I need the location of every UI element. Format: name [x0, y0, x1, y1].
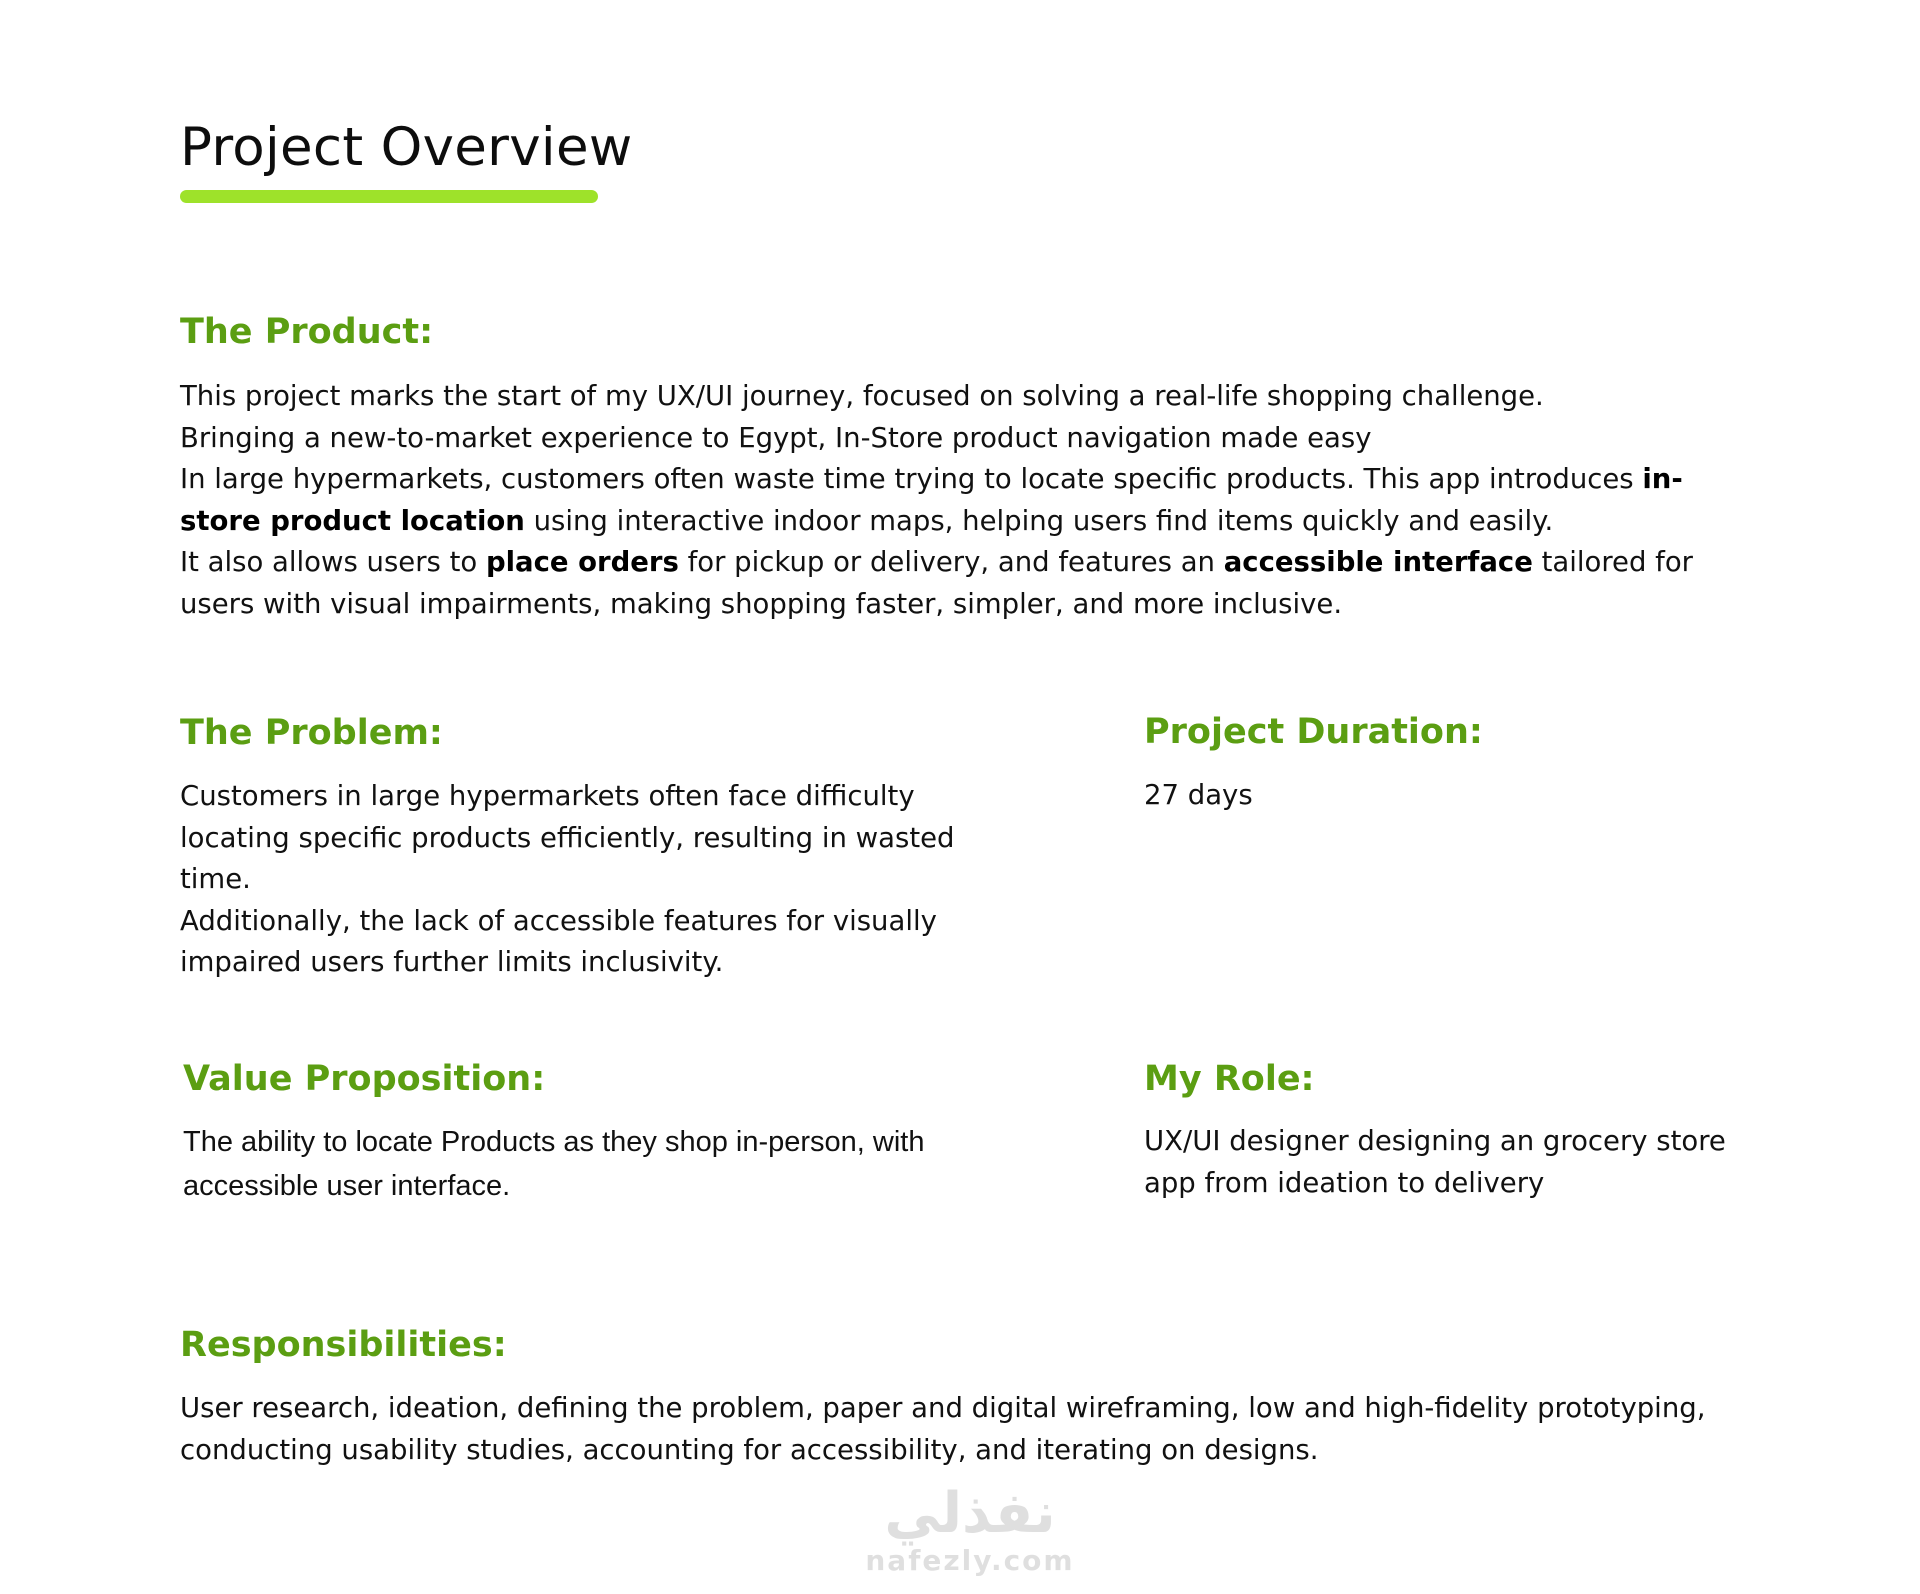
duration-heading: Project Duration:: [1144, 712, 1483, 752]
product-line-3-bold: in-store product location: [180, 463, 1683, 537]
page-title: Project Overview: [180, 117, 633, 178]
product-line-1: This project marks the start of my UX/UI journey, focused on solving a real-life shopping challenge.: [180, 380, 1544, 412]
problem-line-2: Additionally, the lack of accessible features for visually impaired users further limits inclusivity.: [180, 904, 937, 979]
title-underline: [180, 190, 598, 203]
product-line-4-bold-2: accessible interface: [1223, 546, 1533, 579]
watermark-logo: [860, 1481, 1080, 1594]
product-line-2: Bringing a new-to-market experience to Egypt, In-Store product navigation made easy: [180, 421, 1372, 454]
value-proposition-heading: Value Proposition:: [183, 1059, 546, 1099]
value-proposition-text: The ability to locate Products as they shop in-person, with accessible user interface.: [183, 1126, 925, 1202]
problem-line-1: Customers in large hypermarkets often face difficulty locating specific products efficiently, resulting in wasted time.: [180, 780, 955, 896]
product-line-4: [180, 542, 1750, 625]
watermark-arabic: نفذلي: [884, 1481, 1056, 1546]
duration-value: 27 days: [1144, 779, 1253, 811]
product-line-3: [180, 459, 1750, 542]
problem-heading: The Problem:: [180, 713, 443, 753]
product-line-3-text: In large hypermarkets, customers often waste time trying to locate specific products. This app introduces: [180, 463, 1643, 496]
product-body: [180, 376, 1750, 626]
responsibilities-heading: Responsibilities:: [180, 1325, 507, 1365]
watermark-domain: nafezly.com: [865, 1544, 1075, 1577]
product-line-3-rest: using interactive indoor maps, helping users find items quickly and easily.: [524, 504, 1554, 537]
product-line-4-text-b: for pickup or delivery, and features an: [678, 546, 1224, 579]
product-line-4-text-c: tailored for users with visual impairments, making shopping faster, simpler, and more inclusive.: [180, 546, 1693, 620]
responsibilities-text: User research, ideation, defining the problem, paper and digital wireframing, low and high-fidelity prototyping, conducting usability studies, accounting for accessibility, and iterating on designs.: [180, 1392, 1706, 1466]
product-line-4-text-a: It also allows users to: [180, 546, 486, 579]
role-text: UX/UI designer designing an grocery store app from ideation to delivery: [1144, 1125, 1726, 1199]
product-line-4-bold-1: place orders: [485, 546, 679, 579]
role-heading: My Role:: [1144, 1059, 1315, 1099]
problem-body: [180, 776, 970, 984]
product-heading: The Product:: [180, 312, 434, 352]
